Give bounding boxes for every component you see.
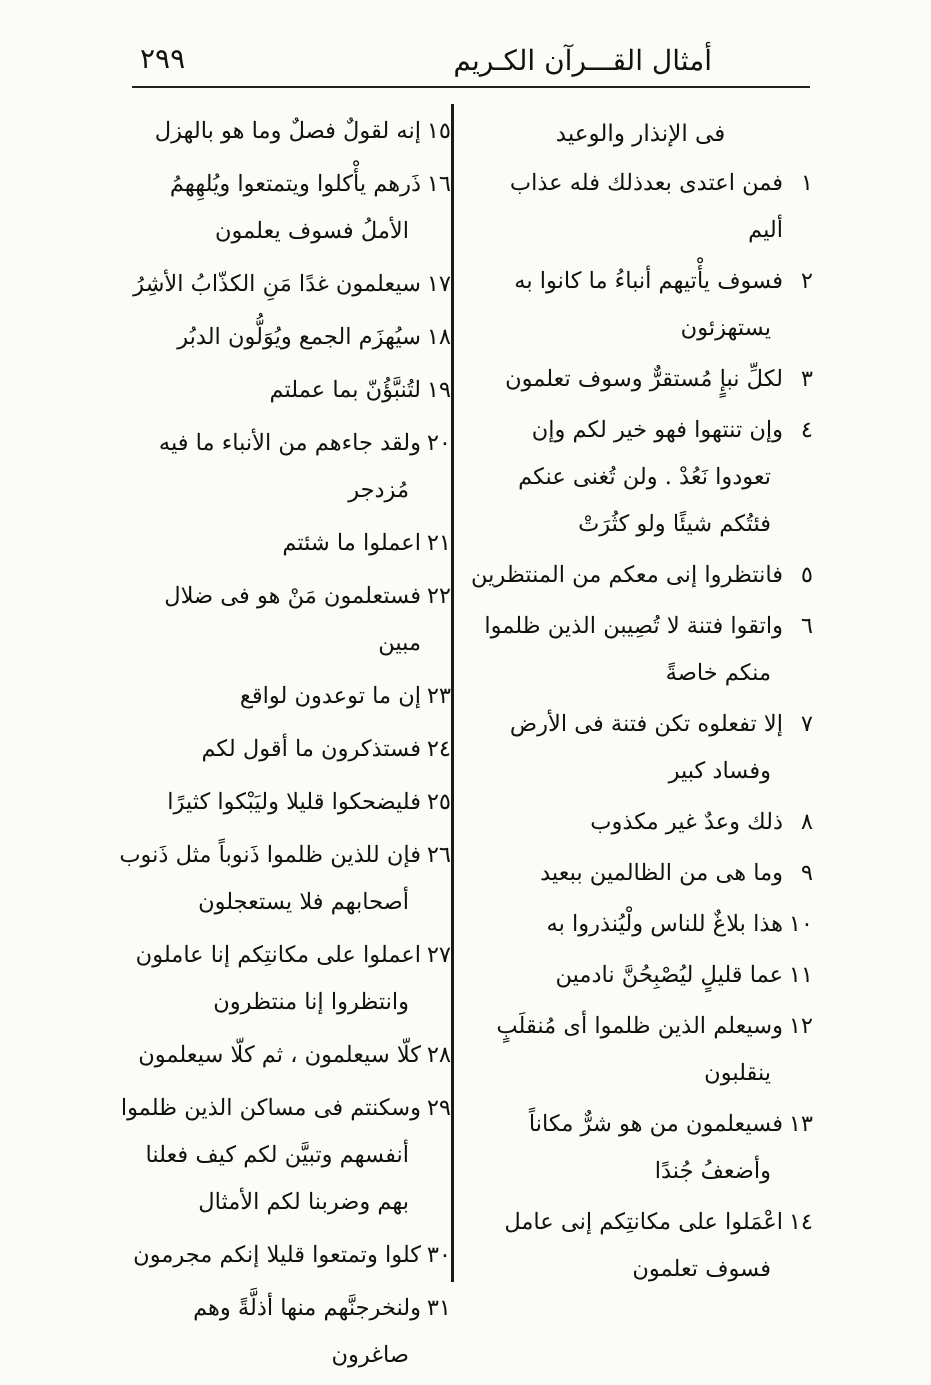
verse-item — [468, 1003, 813, 1097]
verse-text: سيُهزَم الجمع ويُوَلُّون الدبُر — [177, 324, 421, 350]
verse-number: ٣٠ — [426, 1242, 451, 1268]
verse-text-continuation: أنفسهم وتبيَّن لكم كيف فعلنا — [145, 1142, 409, 1168]
verse-text-continuation: بهم وضربنا لكم الأمثال — [198, 1189, 409, 1215]
verse-item — [115, 1085, 451, 1226]
verse-text: فستذكرون ما أقول لكم — [201, 736, 421, 762]
verse-text-continuation: فسوف تعلمون — [632, 1256, 771, 1282]
verse-number: ١٨ — [426, 324, 451, 350]
verse-number: ٧ — [800, 711, 813, 737]
verse-item — [468, 952, 813, 999]
verse-number: ٩ — [800, 860, 813, 886]
verse-text: فستعلمون مَنْ هو فى ضلال مبين — [164, 583, 421, 656]
verse-text: إنه لقولٌ فصلٌ وما هو بالهزل — [154, 118, 421, 144]
verse-number: ٢٠ — [426, 430, 451, 456]
verse-text: وسيعلم الذين ظلموا أى مُنقلَبٍ — [496, 1013, 783, 1039]
verse-text: ذلك وعدٌ غير مكذوب — [590, 809, 783, 835]
verse-item — [115, 314, 451, 361]
verse-text-continuation: فئتُكم شيئًا ولو كثُرَتْ — [578, 511, 771, 537]
verse-text-continuation: الأملُ فسوف يعلمون — [215, 218, 409, 244]
verse-text-continuation: صاغرون — [331, 1342, 409, 1368]
verse-item — [468, 258, 813, 352]
verse-number: ٢٧ — [426, 942, 451, 968]
verse-text-continuation: أصحابهم فلا يستعجلون — [198, 889, 409, 915]
verse-text: كلوا وتمتعوا قليلا إنكم مجرمون — [133, 1242, 421, 1268]
verse-item — [115, 520, 451, 567]
verse-item — [115, 726, 451, 773]
page-header — [132, 34, 810, 88]
verse-number: ١٩ — [426, 377, 451, 403]
verse-number: ٢٩ — [426, 1095, 451, 1121]
verse-item — [468, 552, 813, 599]
verse-text: ذَرهم يأْكلوا ويتمتعوا ويُلهِهمُ — [169, 171, 421, 197]
verse-text: ولنخرجنَّهم منها أذلَّةً وهم — [193, 1295, 421, 1321]
section-heading: فى الإنذار والوعيد — [555, 121, 726, 147]
verse-item — [115, 261, 451, 308]
verse-item — [115, 108, 451, 155]
verse-text: واتقوا فتنة لا تُصِيبن الذين ظلموا — [484, 613, 783, 639]
verse-number: ٢ — [800, 268, 813, 294]
verse-text-continuation: ينقلبون — [704, 1060, 771, 1086]
verse-item — [468, 356, 813, 403]
verse-number: ١١ — [788, 962, 813, 988]
verse-text: اعْمَلوا على مكانتِكم إنى عامل — [504, 1209, 783, 1235]
verse-number: ٢٤ — [426, 736, 451, 762]
verse-text-continuation: وانتظروا إنا منتظرون — [213, 989, 409, 1015]
verse-item — [468, 799, 813, 846]
verse-text: عما قليلٍ ليُصْبِحُنَّ نادمين — [555, 962, 783, 988]
verse-text-continuation: وأضعفُ جُندًا — [654, 1158, 771, 1184]
verse-item — [468, 1199, 813, 1293]
verse-text: إلا تفعلوه تكن فتنة فى الأرض — [509, 711, 783, 737]
verse-text: لتُنبَّؤُنّ بما عملتم — [269, 377, 421, 403]
verse-number: ٦ — [800, 613, 813, 639]
verse-text: وما هى من الظالمين ببعيد — [540, 860, 783, 886]
verse-number: ٣١ — [426, 1295, 451, 1321]
verse-item — [115, 1285, 451, 1379]
verse-item — [115, 673, 451, 720]
verse-item — [115, 367, 451, 414]
verse-text: ولقد جاءهم من الأنباء ما فيه — [158, 430, 421, 456]
column-divider — [451, 104, 454, 1282]
verse-item — [468, 160, 813, 254]
verse-item — [115, 1232, 451, 1279]
verse-item — [115, 161, 451, 255]
verse-number: ٢٣ — [426, 683, 451, 709]
running-title: أمثال القـــرآن الكـريم — [453, 44, 712, 77]
verse-number: ١٢ — [788, 1013, 813, 1039]
verse-number: ١٦ — [426, 171, 451, 197]
verse-text: اعملوا ما شئتم — [282, 530, 421, 556]
verse-number: ٣ — [800, 366, 813, 392]
verse-text: لكلِّ نبإٍ مُستقرٌّ وسوف تعلمون — [505, 366, 783, 392]
verse-text: فانتظروا إنى معكم من المنتظرين — [471, 562, 783, 588]
verse-text: فسوف يأْتيهم أنباءُ ما كانوا به — [514, 268, 783, 294]
verse-item — [115, 779, 451, 826]
verse-item — [468, 407, 813, 548]
verse-number: ١ — [800, 170, 813, 196]
right-column — [468, 108, 813, 1297]
verse-text: اعملوا على مكانتِكم إنا عاملون — [135, 942, 421, 968]
verse-text-continuation: وفساد كبير — [668, 758, 771, 784]
verse-number: ١٤ — [788, 1209, 813, 1235]
verse-item — [115, 932, 451, 1026]
verse-text: وسكنتم فى مساكن الذين ظلموا — [120, 1095, 421, 1121]
verse-number: ٥ — [800, 562, 813, 588]
page-number: ٢٩٩ — [140, 42, 186, 75]
verse-text: إن ما توعدون لواقع — [239, 683, 421, 709]
verse-item — [115, 420, 451, 514]
verse-item — [468, 1101, 813, 1195]
verse-text-continuation: تعودوا نَعُدْ . ولن تُغنى عنكم — [518, 464, 771, 490]
verse-item — [468, 603, 813, 697]
verse-text: هذا بلاغٌ للناس ولْيُنذروا به — [546, 911, 783, 937]
verse-number: ٤ — [800, 417, 813, 443]
verse-text: فمن اعتدى بعدذلك فله عذاب أليم — [509, 170, 783, 243]
verse-number: ١٠ — [788, 911, 813, 937]
verse-number: ٨ — [800, 809, 813, 835]
verse-number: ١٧ — [426, 271, 451, 297]
verse-item — [468, 901, 813, 948]
verse-text: كلّا سيعلمون ، ثم كلّا سيعلمون — [138, 1042, 421, 1068]
verse-text: فإن للذين ظلموا ذَنوباً مثل ذَنوب — [119, 842, 421, 868]
verse-text: فسيعلمون من هو شرٌّ مكاناً — [528, 1111, 783, 1137]
verse-number: ٢٢ — [426, 583, 451, 609]
verse-number: ٢٨ — [426, 1042, 451, 1068]
right-verse-list — [468, 160, 813, 1293]
verse-item — [115, 832, 451, 926]
verse-item — [115, 1032, 451, 1079]
verse-item — [468, 850, 813, 897]
verse-number: ٢٥ — [426, 789, 451, 815]
verse-text-continuation: منكم خاصةً — [665, 660, 771, 686]
verse-number: ٢١ — [426, 530, 451, 556]
left-column — [115, 108, 451, 1385]
verse-item — [115, 573, 451, 667]
verse-text: فليضحكوا قليلا وليَبْكوا كثيرًا — [167, 789, 421, 815]
verse-text: وإن تنتهوا فهو خير لكم وإن — [531, 417, 783, 443]
verse-number: ٢٦ — [426, 842, 451, 868]
left-verse-list — [115, 108, 451, 1379]
verse-item — [468, 701, 813, 795]
verse-text: سيعلمون غدًا مَنِ الكذّابُ الأشِرُ — [133, 271, 421, 297]
verse-text-continuation: يستهزئون — [680, 315, 771, 341]
verse-text-continuation: مُزدجر — [348, 477, 409, 503]
verse-number: ١٣ — [788, 1111, 813, 1137]
verse-number: ١٥ — [426, 118, 451, 144]
